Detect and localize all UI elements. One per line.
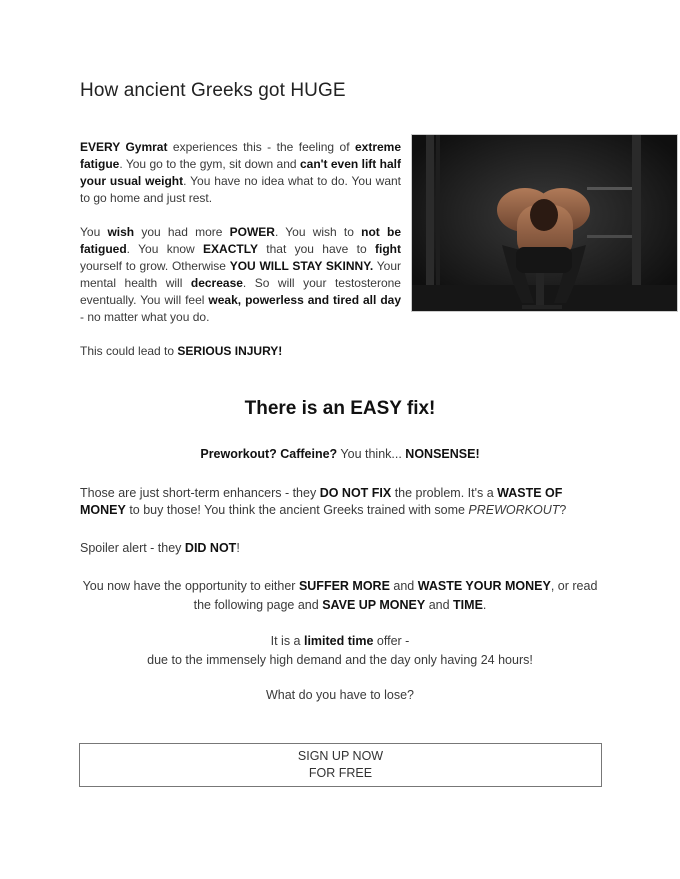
body-paragraph-1: Those are just short-term enhancers - they DO NOT FIX the problem. It's a WASTE OF MONEY to buy those! You think the ancient Greeks trained with some PREWORKOUT? [80, 486, 567, 517]
intro-paragraph-1: EVERY Gymrat experiences this - the feeling of extreme fatigue. You go to the gym, sit down and can't even lift half your usual weight. You have no idea what to do. You want to go home and just rest. [80, 140, 402, 205]
page-title: How ancient Greeks got HUGE [80, 80, 346, 101]
question-line: Preworkout? Caffeine? You think... NONSENSE! [200, 447, 480, 461]
body-paragraph-2: Spoiler alert - they DID NOT! [80, 541, 240, 555]
sign-up-label-line-1: SIGN UP NOW [297, 749, 384, 763]
section-heading: There is an EASY fix! [244, 398, 436, 419]
intro-text [80, 139, 401, 377]
sign-up-button[interactable] [79, 743, 602, 787]
gym-photo [411, 134, 678, 312]
athlete-illustration [412, 135, 678, 312]
offer-line-1: It is a limited time offer - [270, 634, 410, 648]
body-paragraph-3: You now have the opportunity to either SUFFER MORE and WASTE YOUR MONEY, or read the following page and SAVE UP MONEY and TIME. [82, 579, 598, 612]
sign-up-label-line-2: FOR FREE [308, 766, 373, 780]
intro-paragraph-2: You wish you had more POWER. You wish to not be fatigued. You know EXACTLY that you have to fight yourself to grow. Otherwise YOU WILL STAY SKINNY. Your mental health will decrease. So will your testosterone eventually. You will feel weak, powerless and tired all day - no matter what you do. [80, 225, 401, 324]
closing-question: What do you have to lose? [265, 688, 414, 702]
body-paragraph-4 [80, 632, 600, 670]
offer-line-2: due to the immensely high demand and the day only having 24 hours! [147, 653, 533, 667]
intro-paragraph-3: This could lead to SERIOUS INJURY! [80, 344, 283, 358]
